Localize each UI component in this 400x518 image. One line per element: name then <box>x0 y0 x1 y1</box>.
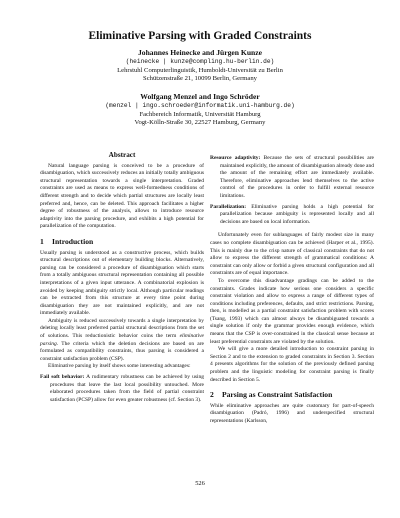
section-2-heading <box>210 391 374 399</box>
author-address-2: Vogt-Kölln-Straße 30, 22527 Hamburg, Germany <box>134 119 266 127</box>
section-2-paragraph-1: While eliminative approaches are quite customary for part-of-speech disambiguation (Padró, 1996) and underspecified structural representations (Karlsson, <box>210 402 374 424</box>
right-column <box>210 155 374 426</box>
intro-paragraph-5: To overcome this disadvantage gradings can be added to the constraints. Grades indicate how serious one considers a specific constraint violation and allow to express a range of different types of conditions including preferences, defaults, and strict restrictions. Parsing, then, is modelled as a partial constraint satisfaction problem with scores (Tsang, 1993) which can almost always be disambiguated towards a single solution if only the grammar provides enough evidence, which means that the CSP is over-constrained in the classical sense because at least preferential constraints are violated by the solution. <box>210 277 374 345</box>
author-email-2: (menzel | ingo.schroeder@informatik.uni-hamburg.de) <box>105 101 295 109</box>
advantage-text: A rudimentary robustness can be achieved by using procedures that leave the last local possibility untouched. More elaborated procedures taken from the field of partial constraint satisfaction (PCSP) allow for even greater robustness (cf. Section 3). <box>50 374 204 403</box>
advantage-item-fail-soft <box>40 374 204 404</box>
intro-paragraph-6: We will give a more detailed introduction to constraint parsing in Section 2 and to the extension to graded constraints in Section 3. Section 4 presents algorithms for the solution of the previously defined parsing problem and the linguistic modeling for constraint parsing is finally described in Section 5. <box>210 346 374 383</box>
advantage-term: Parallelization: <box>210 203 247 210</box>
abstract-text: Natural language parsing is conceived to be a procedure of disambiguation, which successively reduces an initially totally ambiguous structural representation towards a single interpretation. Graded constraints are used as means to express well-formedness conditions of different strength and to decide which partial structures are locally least preferred and, hence, can be deleted. This approach facilitates a higher degree of robustness of the analysis, allows to introduce resource adaptivity into the parsing procedure, and exhibits a high potential for parallelization of the computation. <box>40 162 204 230</box>
advantage-text: Eliminative parsing holds a high potential for parallelization because ambiguity is represented locally and all decisions are based on local information. <box>220 203 374 225</box>
section-2-number: 2 <box>210 390 214 400</box>
intro-paragraph-2 <box>40 318 204 364</box>
intro-paragraph-1: Usually parsing is understood as a constructive process, which builds structural descriptions out of elementary building blocks. Alternatively, parsing can be considered a procedure of disambiguation which starts from a totally ambiguous structural representation containing all possible interpretations of a given input utterance. A combinatorial explosion is avoided by keeping ambiguity strictly local. Although particular readings can be extracted from this structure at every time point during disambiguation they are not maintained explicitly, and are not immediately available. <box>40 249 204 317</box>
advantage-item-parallelization <box>210 204 374 227</box>
paper-title: Eliminative Parsing with Graded Constraints <box>88 30 312 42</box>
intro-paragraph-4: Unfortunately even for sublanguages of fairly modest size in many cases no complete disambiguation can be achieved (Harper et al., 1995). This is mainly due to the crisp nature of classical constraints that do not allow to express the different strength of grammatical conditions: A constraint can only allow or forbid a given structural configuration and all constraints are of equal importance. <box>210 232 374 277</box>
author-block-2 <box>0 93 400 128</box>
section-1-title: Introduction <box>52 236 94 246</box>
author-names-1: Johannes Heinecke and Jürgen Kunze <box>137 48 263 57</box>
author-affiliation-2: Fachbereich Informatik, Universität Hamburg <box>139 110 261 118</box>
author-address-1: Schützenstraße 21, 10099 Berlin, Germany <box>143 75 257 83</box>
advantage-item-resource-adaptivity <box>210 155 374 201</box>
abstract-heading: Abstract <box>108 151 136 159</box>
left-column <box>40 152 204 404</box>
advantage-term: Fail soft behavior: <box>40 374 85 381</box>
term-eliminative-parsing: eliminative parsing <box>40 333 204 347</box>
intro-paragraph-3: Eliminative parsing by itself shows some interesting advantages: <box>48 363 191 370</box>
author-block-1 <box>0 49 400 84</box>
section-1-heading <box>40 238 204 246</box>
intro-paragraph-2-part-1: Ambiguity is reduced successively towards a single interpretation by deleting locally least preferred partial structural descriptions from the set of solutions. This reductionistic behavior coins the term <box>40 317 204 340</box>
author-names-2: Wolfgang Menzel and Ingo Schröder <box>140 92 260 101</box>
section-2-title: Parsing as Constraint Satisfaction <box>222 390 333 400</box>
page-number: 526 <box>195 480 205 487</box>
advantage-term: Resource adaptivity: <box>210 155 261 161</box>
author-affiliation-1: Lehrstuhl Computerlinguistik, Humboldt-Universität zu Berlin <box>117 66 283 74</box>
intro-paragraph-2-part-2: . The criteria which the deletion decisions are based on are formulated as compatibility constraints, thus parsing is considered a constraint satisfaction problem (CSP). <box>40 340 204 362</box>
section-1-number: 1 <box>40 236 44 246</box>
advantage-text: Because the sets of structural possibilities are maintained explicitly, the amount of disambiguation already done and the amount of the remaining effort are immediately available. Therefore, eliminative approaches lend themselves to the active control of the procedures in order to fulfill external resource limitations. <box>220 155 375 199</box>
author-email-1: (heinecke | kunze@compling.hu-berlin.de) <box>125 57 275 65</box>
